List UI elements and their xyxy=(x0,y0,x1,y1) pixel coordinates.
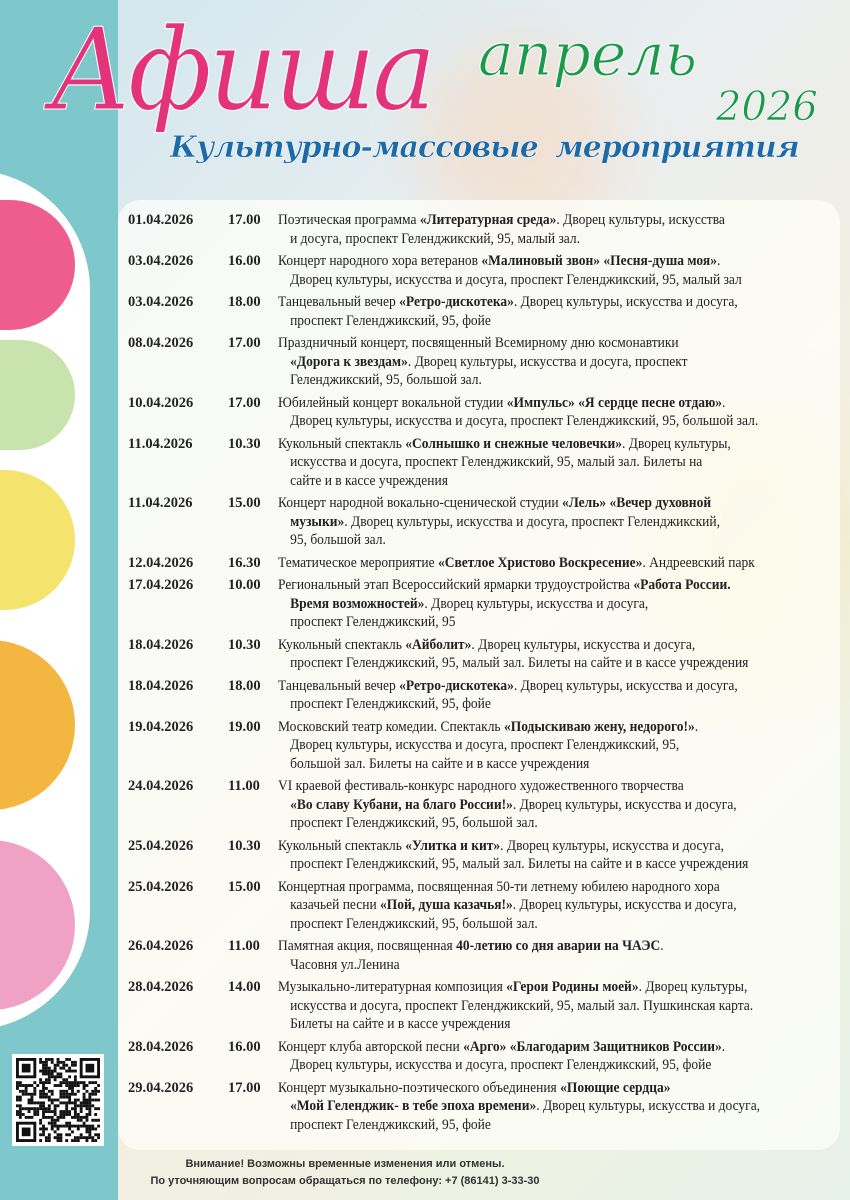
description-line xyxy=(278,513,799,532)
event-text: Кукольный спектакль xyxy=(278,636,406,653)
event-time: 10.00 xyxy=(228,577,261,593)
description-line xyxy=(278,755,799,774)
description-line xyxy=(278,554,799,573)
event-row xyxy=(128,978,838,1034)
event-date: 18.04.2026 xyxy=(128,677,194,694)
event-row xyxy=(128,252,838,289)
subtitle: Культурно-массовые мероприятия xyxy=(170,130,799,165)
event-text: . Дворец культуры, xyxy=(638,979,748,995)
event-description xyxy=(278,211,838,248)
event-text: . Дворец культуры, искусства и досуга, xyxy=(500,837,724,854)
event-title: «Работа России. xyxy=(633,577,731,593)
event-text: . xyxy=(660,938,664,954)
event-time: 10.30 xyxy=(228,636,261,653)
description-line xyxy=(278,695,799,714)
event-date: 08.04.2026 xyxy=(128,335,194,351)
year-title: 2026 xyxy=(716,84,818,130)
description-line xyxy=(278,878,799,897)
event-text: Музыкально-литературная композиция xyxy=(278,979,507,995)
event-text: . xyxy=(716,253,721,269)
event-date: 25.04.2026 xyxy=(128,878,194,895)
event-title: «Литературная среда» xyxy=(419,212,557,228)
event-row xyxy=(128,777,838,833)
description-line xyxy=(278,1015,799,1034)
description-line xyxy=(278,1097,799,1116)
event-date: 26.04.2026 xyxy=(128,938,194,954)
decorative-stripes xyxy=(0,0,118,1200)
event-time: 14.00 xyxy=(228,979,261,995)
event-description xyxy=(278,777,838,833)
event-description xyxy=(278,576,838,632)
event-title: «Во славу Кубани, на благо России!» xyxy=(290,796,513,813)
event-description xyxy=(278,1038,838,1075)
event-text: Концерт музыкально-поэтического объединения xyxy=(278,1079,561,1096)
event-text: . Дворец культуры, искусства и досуга, xyxy=(424,595,649,612)
event-row xyxy=(128,636,838,673)
event-text: . Андреевский парк xyxy=(642,554,755,571)
event-text: Дворец культуры, искусства и досуга, проспект Геленджикский, 95, малый зал xyxy=(290,271,742,288)
contact-text: По уточняющим вопросам обращаться по телефону: +7 (86141) 3-33-30 xyxy=(150,1175,540,1187)
event-title: «Импульс» «Я сердце песне отдаю» xyxy=(506,394,723,411)
description-line xyxy=(278,252,799,271)
event-title: «Лель» «Вечер духовной xyxy=(561,495,712,511)
event-title: «Малиновый звон» «Песня-душа моя» xyxy=(481,253,717,269)
event-text: проспект Геленджикский, 95, малый зал. Билеты на сайте и в кассе учреждения xyxy=(290,655,749,671)
event-date: 18.04.2026 xyxy=(128,636,194,653)
description-line xyxy=(278,814,799,833)
event-time: 10.30 xyxy=(228,435,261,452)
event-title: 40-летию со дня аварии на ЧАЭС xyxy=(456,938,661,954)
description-line xyxy=(278,312,799,331)
event-text: проспект Геленджикский, 95, фойе xyxy=(290,312,491,329)
event-description xyxy=(278,636,838,673)
description-line xyxy=(278,937,799,956)
event-text: казачьей песни xyxy=(290,897,381,913)
event-text: сайте и в кассе учреждения xyxy=(290,472,448,489)
event-row xyxy=(128,435,838,491)
event-text: Дворец культуры, искусства и досуга, проспект Геленджикский, 95, большой зал. xyxy=(290,413,759,429)
description-line xyxy=(278,576,799,595)
description-line xyxy=(278,1056,799,1075)
description-line xyxy=(278,1116,799,1135)
event-row xyxy=(128,718,838,774)
event-row xyxy=(128,1038,838,1075)
event-date: 25.04.2026 xyxy=(128,837,194,854)
event-text: искусства и досуга, проспект Геленджикский, 95, малый зал. Билеты на xyxy=(290,454,703,470)
event-row xyxy=(128,334,838,390)
description-line xyxy=(278,654,799,673)
event-title: «Ретро-дискотека» xyxy=(399,677,514,694)
event-text: Юбилейный концерт вокальной студии xyxy=(278,394,507,411)
event-date: 10.04.2026 xyxy=(128,394,194,411)
description-line xyxy=(278,531,799,550)
description-line xyxy=(278,412,799,431)
event-text: проспект Геленджикский, 95, фойе xyxy=(290,1116,491,1133)
event-title: «Айболит» xyxy=(405,636,472,653)
event-text: проспект Геленджикский, 95, фойе xyxy=(290,696,491,712)
event-date: 29.04.2026 xyxy=(128,1079,194,1096)
event-date: 11.04.2026 xyxy=(128,495,193,511)
event-title: музыки» xyxy=(290,513,345,530)
event-text: большой зал. Билеты на сайте и в кассе учреждения xyxy=(290,755,590,772)
event-row xyxy=(128,677,838,714)
event-text: VI краевой фестиваль-конкурс народного художественного творчества xyxy=(278,778,684,794)
event-time: 17.00 xyxy=(228,1079,261,1096)
description-line xyxy=(278,978,799,997)
description-line xyxy=(278,435,799,454)
event-title: «Арго» «Благодарим Защитников России» xyxy=(463,1038,722,1055)
event-date: 01.04.2026 xyxy=(128,212,194,228)
event-text: искусства и досуга, проспект Геленджикский, 95, малый зал. Пушкинская карта. xyxy=(290,997,754,1014)
event-row xyxy=(128,494,838,550)
event-description xyxy=(278,878,838,934)
event-description xyxy=(278,837,838,874)
description-line xyxy=(278,353,799,372)
event-time: 16.00 xyxy=(228,1038,261,1055)
event-text: Концерт народной вокально-сценической студии xyxy=(278,495,562,511)
event-text: . Дворец культуры, искусства и досуга, проспект Геленджикский, xyxy=(344,513,720,530)
description-line xyxy=(278,915,799,934)
description-line xyxy=(278,453,799,472)
event-description xyxy=(278,1079,838,1135)
event-text: . xyxy=(722,394,726,411)
event-time: 11.00 xyxy=(228,778,260,794)
description-line xyxy=(278,1038,799,1057)
event-title: «Светлое Христово Воскресение» xyxy=(437,554,643,571)
poster-title: Афиша xyxy=(50,4,433,137)
event-description xyxy=(278,494,838,550)
event-row xyxy=(128,576,838,632)
event-description xyxy=(278,978,838,1034)
event-text: . Дворец культуры, искусства и досуга, xyxy=(512,897,737,913)
description-line xyxy=(278,736,799,755)
event-date: 28.04.2026 xyxy=(128,979,194,995)
event-text: Танцевальный вечер xyxy=(278,294,400,310)
event-title: Время возможностей» xyxy=(290,595,425,612)
event-date: 12.04.2026 xyxy=(128,554,194,571)
event-time: 10.30 xyxy=(228,837,261,854)
events-list xyxy=(128,211,838,1138)
event-title: «Герои Родины моей» xyxy=(506,979,639,995)
event-text: Танцевальный вечер xyxy=(278,677,400,694)
event-title: «Ретро-дискотека» xyxy=(399,294,514,310)
description-line xyxy=(278,997,799,1016)
event-title: «Дорога к звездам» xyxy=(290,353,408,370)
event-description xyxy=(278,677,838,714)
event-text: . Дворец культуры, искусства и досуга, xyxy=(513,677,738,694)
description-line xyxy=(278,718,799,737)
description-line xyxy=(278,896,799,915)
event-text: проспект Геленджикский, 95 xyxy=(290,614,456,630)
description-line xyxy=(278,394,799,413)
event-text: Часовня ул.Ленина xyxy=(290,956,400,973)
event-text: . Дворец культуры, искусства и досуга, xyxy=(513,294,738,310)
event-description xyxy=(278,718,838,774)
description-line xyxy=(278,230,799,249)
event-text: проспект Геленджикский, 95, большой зал. xyxy=(290,815,538,831)
event-text: Кукольный спектакль xyxy=(278,837,406,854)
event-text: проспект Геленджикский, 95, большой зал. xyxy=(290,915,538,932)
event-text: Кукольный спектакль xyxy=(278,435,406,452)
event-description xyxy=(278,394,838,431)
event-text: Памятная акция, посвященная xyxy=(278,938,457,954)
event-text: и досуга, проспект Геленджикский, 95, малый зал. xyxy=(290,230,580,247)
event-text: . xyxy=(721,1038,726,1055)
description-line xyxy=(278,636,799,655)
event-row xyxy=(128,878,838,934)
event-date: 03.04.2026 xyxy=(128,253,194,269)
event-title: «Мой Геленджик- в тебе эпоха времени» xyxy=(290,1098,537,1114)
event-text: . Дворец культуры, искусства xyxy=(556,212,725,228)
description-line xyxy=(278,837,799,856)
event-row xyxy=(128,293,838,330)
month-title: апрель xyxy=(478,20,698,90)
event-text: Концерт клуба авторской песни xyxy=(278,1038,464,1055)
event-description xyxy=(278,252,838,289)
description-line xyxy=(278,956,799,975)
event-date: 03.04.2026 xyxy=(128,294,194,310)
event-text: Концерт народного хора ветеранов xyxy=(278,253,482,269)
event-description xyxy=(278,293,838,330)
event-text: Региональный этап Всероссийский ярмарки трудоустройства xyxy=(278,577,634,593)
event-time: 18.00 xyxy=(228,677,261,694)
event-title: «Подыскиваю жену, недорого!» xyxy=(503,718,695,735)
event-time: 19.00 xyxy=(228,718,261,735)
event-text: Праздничный концерт, посвященный Всемирному дню космонавтики xyxy=(278,335,679,351)
description-line xyxy=(278,1079,799,1098)
event-time: 11.00 xyxy=(228,938,260,954)
event-text: Тематическое мероприятие xyxy=(278,554,438,571)
description-line xyxy=(278,472,799,491)
event-date: 11.04.2026 xyxy=(128,435,193,452)
event-text: . Дворец культуры, искусства и досуга, xyxy=(471,636,696,653)
event-row xyxy=(128,937,838,974)
event-time: 16.00 xyxy=(228,253,261,269)
description-line xyxy=(278,677,799,696)
event-date: 19.04.2026 xyxy=(128,718,194,735)
event-text: . xyxy=(694,718,699,735)
event-time: 15.00 xyxy=(228,495,261,511)
description-line xyxy=(278,334,799,353)
event-description xyxy=(278,554,838,573)
description-line xyxy=(278,371,799,390)
description-line xyxy=(278,293,799,312)
event-text: . Дворец культуры, искусства и досуга, xyxy=(512,796,737,813)
event-description xyxy=(278,334,838,390)
event-text: Геленджикский, 95, большой зал. xyxy=(290,372,482,388)
event-description xyxy=(278,937,838,974)
event-row xyxy=(128,837,838,874)
description-line xyxy=(278,494,799,513)
event-date: 17.04.2026 xyxy=(128,577,194,593)
event-date: 24.04.2026 xyxy=(128,778,194,794)
event-time: 18.00 xyxy=(228,294,261,310)
event-text: 95, большой зал. xyxy=(290,532,386,548)
description-line xyxy=(278,777,799,796)
event-title: «Улитка и кит» xyxy=(405,837,501,854)
description-line xyxy=(278,855,799,874)
event-text: . Дворец культуры, искусства и досуга, проспект xyxy=(407,353,688,370)
event-text: Поэтическая программа xyxy=(278,212,420,228)
description-line xyxy=(278,613,799,632)
event-title: «Солнышко и снежные человечки» xyxy=(405,435,623,452)
event-row xyxy=(128,1079,838,1135)
description-line xyxy=(278,211,799,230)
event-text: . Дворец культуры, xyxy=(622,435,731,452)
event-row xyxy=(128,211,838,248)
description-line xyxy=(278,796,799,815)
event-time: 17.00 xyxy=(228,335,261,351)
event-date: 28.04.2026 xyxy=(128,1038,194,1055)
description-line xyxy=(278,595,799,614)
event-text: Билеты на сайте и в кассе учреждения xyxy=(290,1016,511,1032)
event-text: Московский театр комедии. Спектакль xyxy=(278,718,504,735)
event-title: «Поющие сердца» xyxy=(560,1079,671,1096)
event-title: «Пой, душа казачья!» xyxy=(380,897,513,913)
event-text: Дворец культуры, искусства и досуга, проспект Геленджикский, 95, фойе xyxy=(290,1057,712,1073)
event-time: 17.00 xyxy=(228,212,261,228)
event-text: Концертная программа, посвященная 50-ти летнему юбилею народного хора xyxy=(278,878,720,895)
event-text: Дворец культуры, искусства и досуга, проспект Геленджикский, 95, xyxy=(290,737,680,753)
description-line xyxy=(278,271,799,290)
notice-text: Внимание! Возможны временные изменения или отмены. xyxy=(185,1158,505,1170)
event-time: 15.00 xyxy=(228,878,261,895)
event-description xyxy=(278,435,838,491)
event-text: проспект Геленджикский, 95, малый зал. Билеты на сайте и в кассе учреждения xyxy=(290,856,749,872)
qr-code-icon[interactable] xyxy=(12,1054,104,1146)
event-time: 16.30 xyxy=(228,554,261,571)
event-text: . Дворец культуры, искусства и досуга, xyxy=(536,1098,761,1114)
event-row xyxy=(128,394,838,431)
event-time: 17.00 xyxy=(228,394,261,411)
event-row xyxy=(128,554,838,573)
